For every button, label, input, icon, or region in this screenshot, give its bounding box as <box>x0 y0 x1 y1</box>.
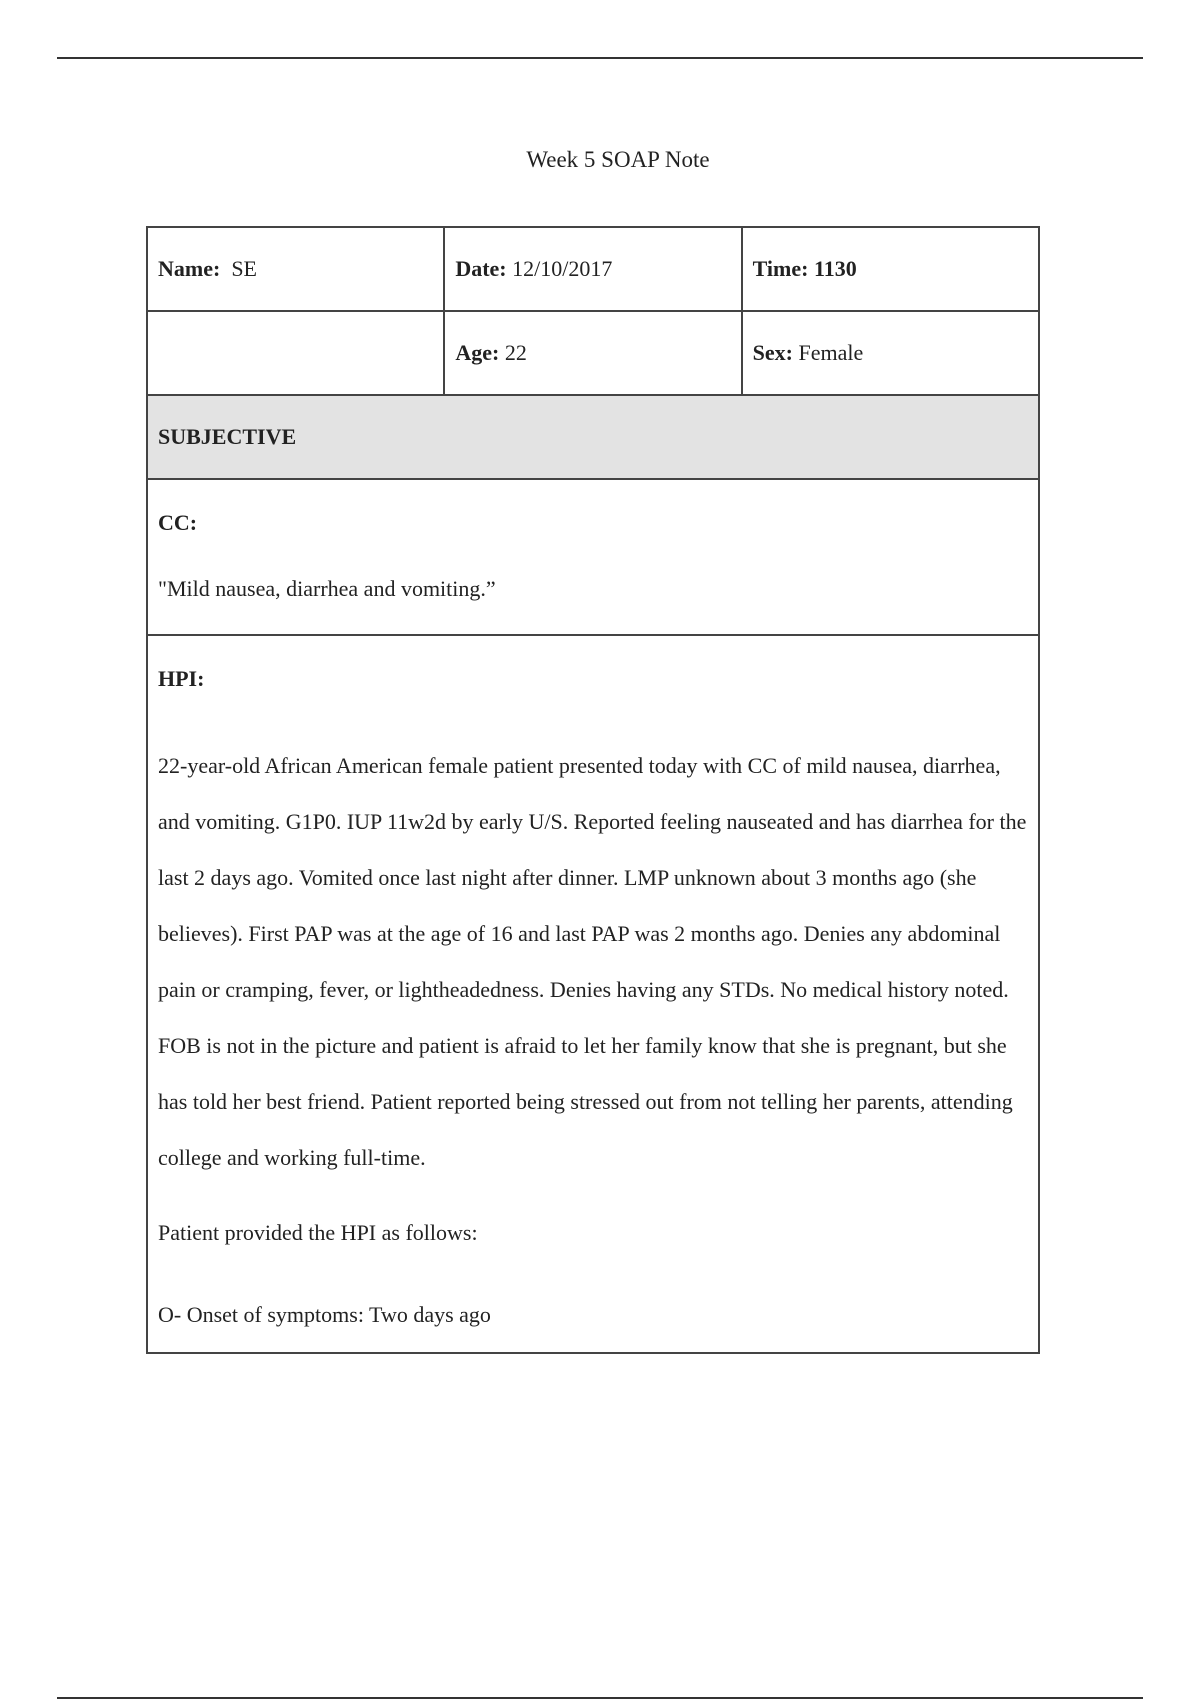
table-row <box>147 395 1039 479</box>
hpi-cell <box>147 635 1039 1353</box>
cc-cell <box>147 479 1039 635</box>
date-value: 12/10/2017 <box>512 256 613 281</box>
onset-text: O- Onset of symptoms: Two days ago <box>158 1302 491 1327</box>
date-cell <box>444 227 741 311</box>
time-value: 1130 <box>813 256 857 281</box>
table-row <box>147 479 1039 635</box>
sex-label: Sex: <box>752 340 793 365</box>
soap-note-table <box>146 226 1040 1354</box>
name-label: Name: <box>158 256 221 281</box>
header-rule <box>57 57 1143 59</box>
date-label: Date: <box>455 256 507 281</box>
table-row <box>147 227 1039 311</box>
age-value: 22 <box>504 340 527 365</box>
time-label: Time: <box>752 256 809 281</box>
time-cell <box>742 227 1039 311</box>
name-value: SE <box>231 256 257 281</box>
hpi-text: 22-year-old African American female patient presented today with CC of mild nausea, diarrhea, and vomiting. G1P0. IUP 11w2d by early U/S. Reported feeling nauseated and has diarrhea for the last 2 days ago. Vomited once last night after dinner. LMP unknown about 3 months ago (she believes). First PAP was at the age of 16 and last PAP was 2 months ago. Denies any abdominal pain or cramping, fever, or lightheadedness. Denies having any STDs. No medical history noted. FOB is not in the picture and patient is afraid to let her family know that she is pregnant, but she has told her best friend. Patient reported being stressed out from not telling her parents, attending college and working full-time. <box>158 753 1027 1170</box>
document-title: Week 5 SOAP Note <box>526 147 710 172</box>
empty-cell <box>147 311 444 395</box>
hpi-label: HPI: <box>158 666 205 691</box>
cc-text: "Mild nausea, diarrhea and vomiting.” <box>158 576 496 601</box>
age-cell <box>444 311 741 395</box>
cc-label: CC: <box>158 510 198 535</box>
footer-rule <box>57 1697 1143 1699</box>
sex-cell <box>742 311 1039 395</box>
sex-value: Female <box>798 340 864 365</box>
table-row <box>147 311 1039 395</box>
table-row <box>147 635 1039 1353</box>
name-cell <box>147 227 444 311</box>
subjective-heading: SUBJECTIVE <box>147 395 1039 479</box>
age-label: Age: <box>455 340 500 365</box>
hpi-followup-text: Patient provided the HPI as follows: <box>158 1220 478 1245</box>
